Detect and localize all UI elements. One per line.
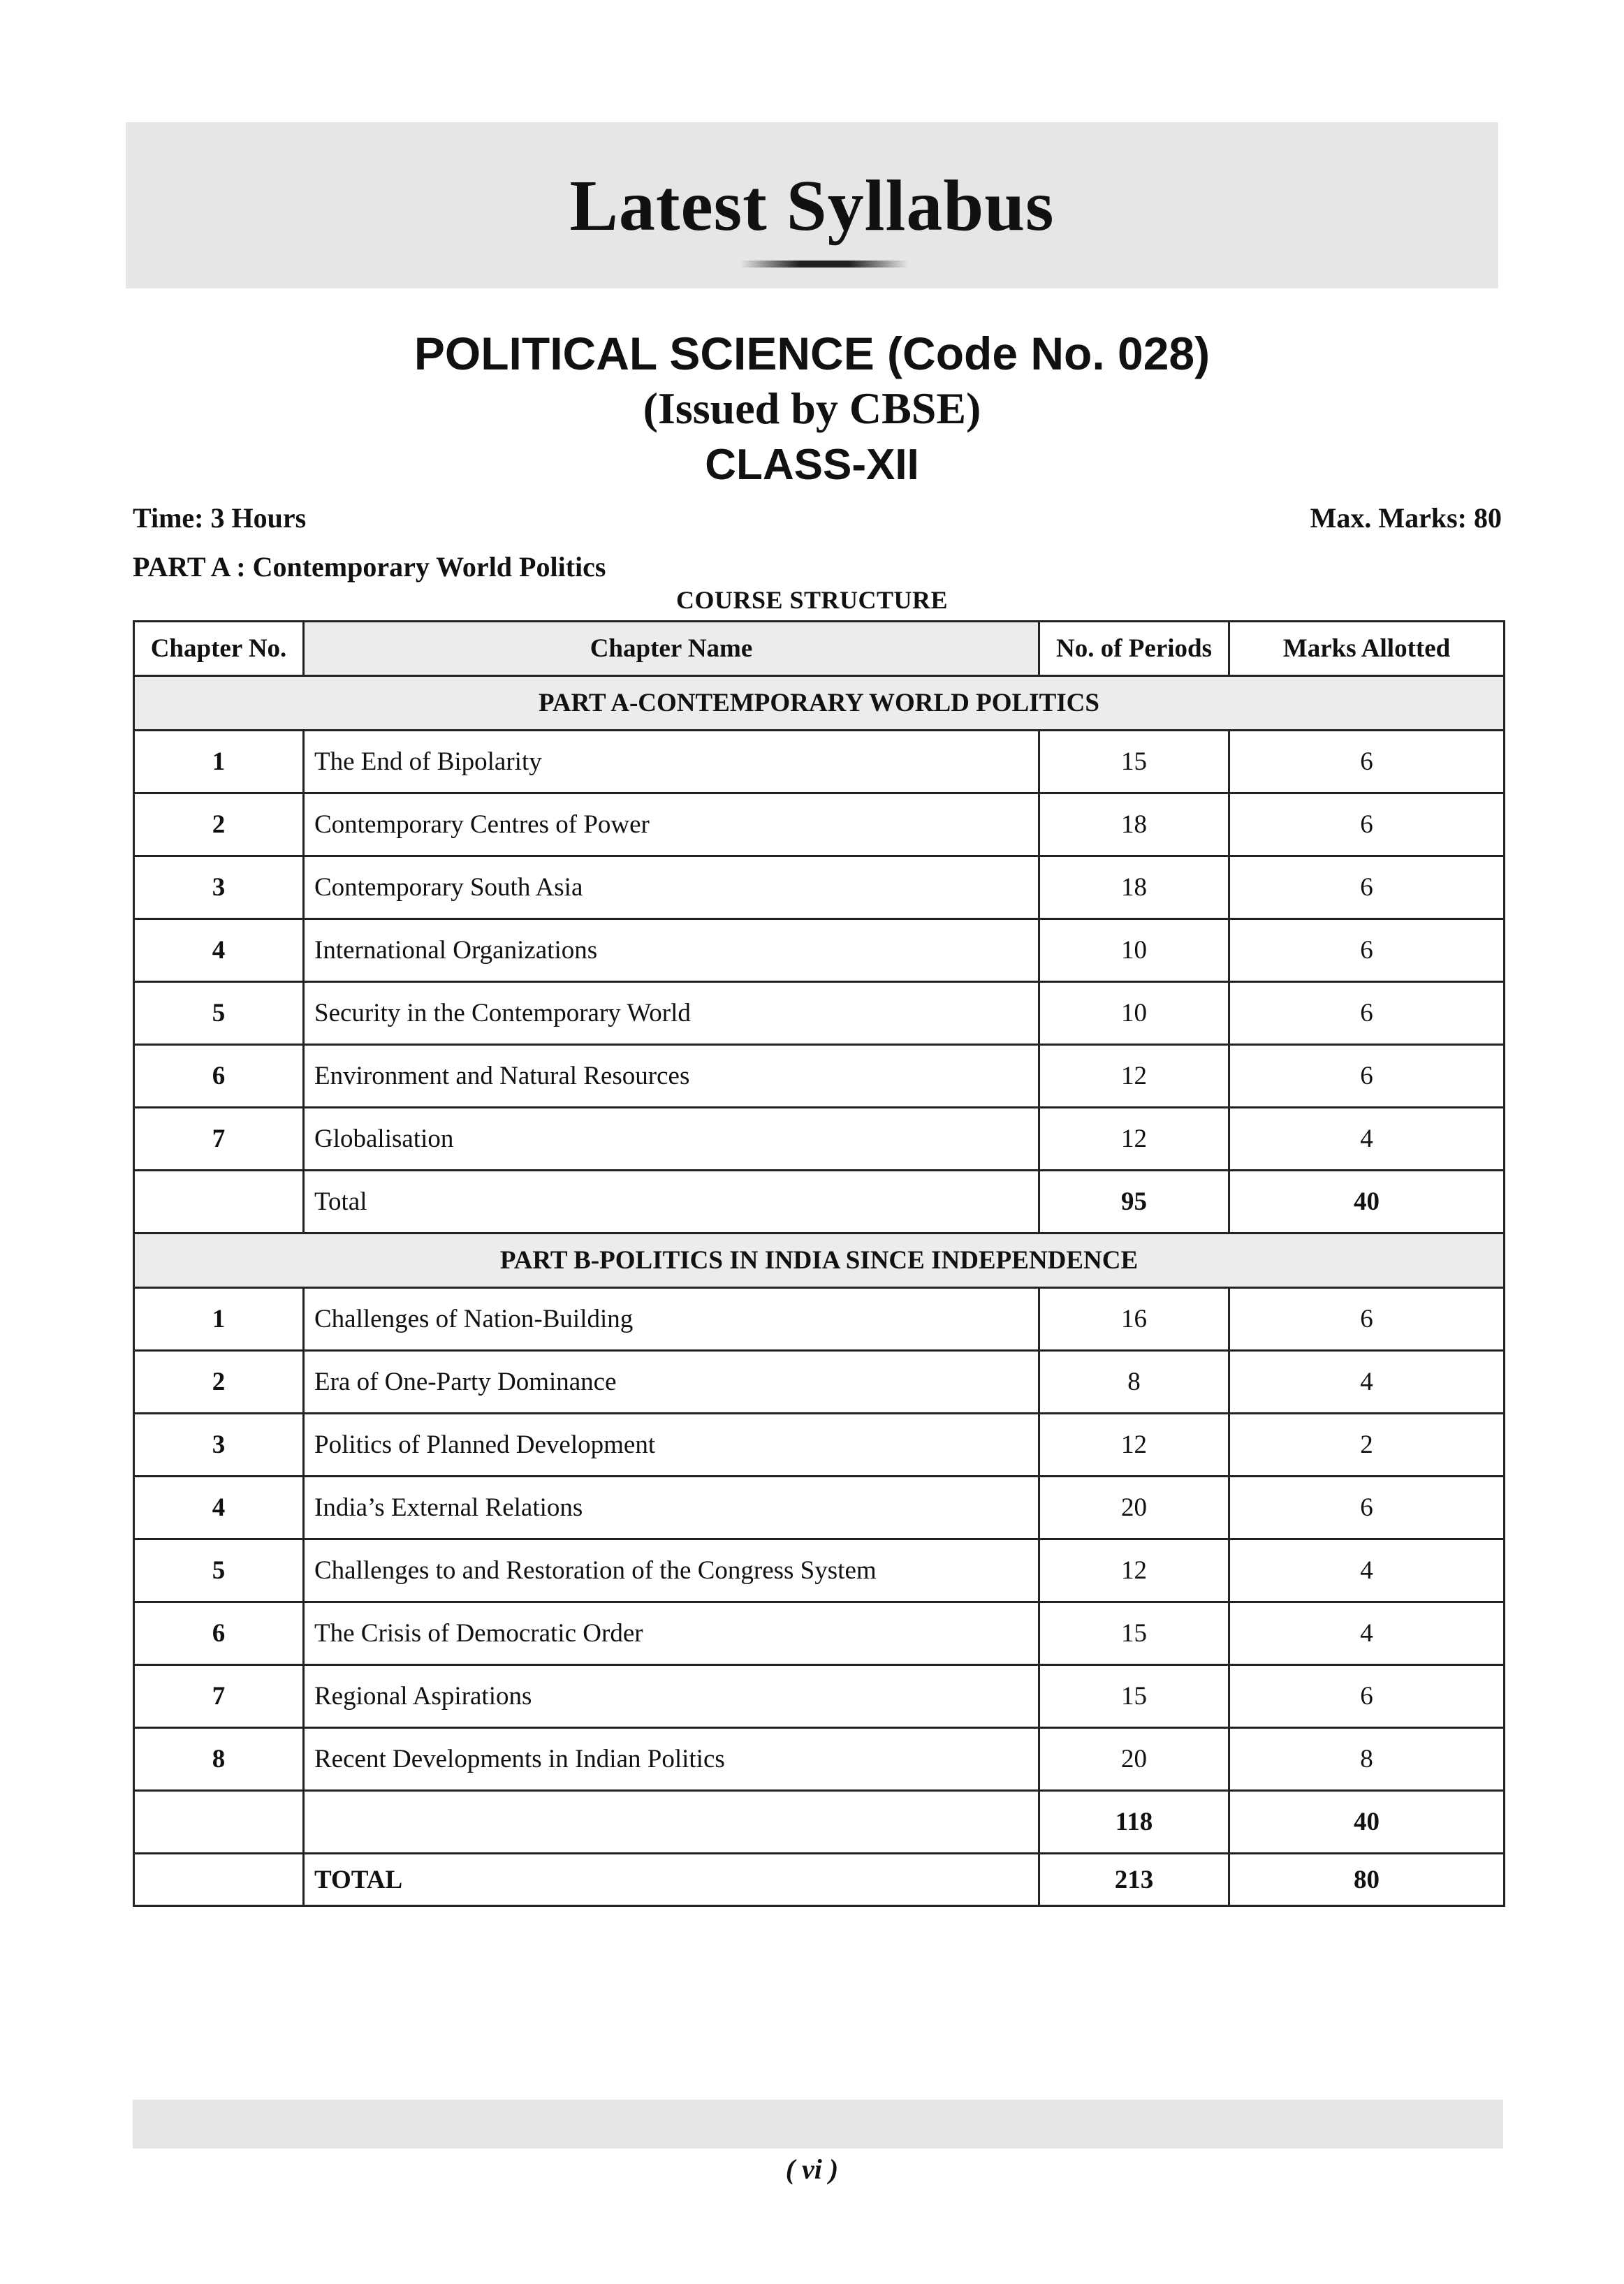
chapter-no: 6 (134, 1602, 304, 1665)
page-title: Latest Syllabus (569, 166, 1055, 246)
table-row (134, 982, 1505, 1045)
section-row-part-a (134, 676, 1505, 731)
table-row (134, 1602, 1505, 1665)
periods: 15 (1039, 1602, 1229, 1665)
subtotal-periods: 118 (1039, 1791, 1229, 1854)
empty-cell (134, 1854, 304, 1906)
chapter-name: The End of Bipolarity (304, 731, 1039, 793)
empty-cell (134, 1171, 304, 1233)
table-row (134, 1665, 1505, 1728)
total-periods: 95 (1039, 1171, 1229, 1233)
subject-heading: POLITICAL SCIENCE (Code No. 028) (414, 328, 1210, 379)
course-structure-label: COURSE STRUCTURE (675, 586, 949, 614)
header-chapter-name: Chapter Name (304, 622, 1039, 676)
chapter-no: 4 (134, 919, 304, 982)
periods: 12 (1039, 1108, 1229, 1171)
marks: 4 (1229, 1539, 1505, 1602)
marks: 6 (1229, 1045, 1505, 1108)
chapter-no: 5 (134, 1539, 304, 1602)
marks: 6 (1229, 982, 1505, 1045)
chapter-name: The Crisis of Democratic Order (304, 1602, 1039, 1665)
table-row (134, 919, 1505, 982)
grand-total-label: TOTAL (304, 1854, 1039, 1906)
max-marks-info: Max. Marks: 80 (1310, 502, 1502, 534)
marks: 4 (1229, 1351, 1505, 1414)
table-row (134, 1108, 1505, 1171)
chapter-no: 8 (134, 1728, 304, 1791)
periods: 10 (1039, 919, 1229, 982)
chapter-name: Regional Aspirations (304, 1665, 1039, 1728)
marks: 6 (1229, 1477, 1505, 1539)
marks: 2 (1229, 1414, 1505, 1477)
marks: 6 (1229, 1288, 1505, 1351)
periods: 12 (1039, 1539, 1229, 1602)
chapter-no: 3 (134, 1414, 304, 1477)
marks: 6 (1229, 731, 1505, 793)
chapter-name: Globalisation (304, 1108, 1039, 1171)
chapter-no: 7 (134, 1665, 304, 1728)
table-header-row (134, 622, 1505, 676)
marks: 6 (1229, 1665, 1505, 1728)
part-a-heading: PART A : Contemporary World Politics (133, 551, 606, 583)
page-number: ( vi ) (785, 2153, 839, 2185)
periods: 20 (1039, 1728, 1229, 1791)
chapter-name: Recent Developments in Indian Politics (304, 1728, 1039, 1791)
part-b-subtotal-row (134, 1791, 1505, 1854)
total-marks: 40 (1229, 1171, 1505, 1233)
periods: 18 (1039, 793, 1229, 856)
subtotal-marks: 40 (1229, 1791, 1505, 1854)
periods: 18 (1039, 856, 1229, 919)
grand-total-row (134, 1854, 1505, 1906)
periods: 20 (1039, 1477, 1229, 1539)
chapter-no: 6 (134, 1045, 304, 1108)
table-row (134, 1045, 1505, 1108)
chapter-name: Environment and Natural Resources (304, 1045, 1039, 1108)
chapter-no: 2 (134, 793, 304, 856)
title-banner (126, 122, 1498, 288)
chapter-no: 3 (134, 856, 304, 919)
marks: 4 (1229, 1108, 1505, 1171)
total-label: Total (304, 1171, 1039, 1233)
title-underline-decoration (740, 261, 908, 268)
chapter-name: Politics of Planned Development (304, 1414, 1039, 1477)
chapter-no: 4 (134, 1477, 304, 1539)
empty-cell (134, 1791, 304, 1854)
periods: 16 (1039, 1288, 1229, 1351)
chapter-name: India’s External Relations (304, 1477, 1039, 1539)
periods: 8 (1039, 1351, 1229, 1414)
chapter-name: Security in the Contemporary World (304, 982, 1039, 1045)
chapter-no: 1 (134, 731, 304, 793)
section-title: PART A-CONTEMPORARY WORLD POLITICS (134, 676, 1505, 731)
chapter-name: Challenges to and Restoration of the Congress System (304, 1539, 1039, 1602)
part-a-total-row (134, 1171, 1505, 1233)
chapter-no: 1 (134, 1288, 304, 1351)
chapter-no: 2 (134, 1351, 304, 1414)
table-row (134, 1414, 1505, 1477)
table-row (134, 1728, 1505, 1791)
footer-band (133, 2100, 1503, 2148)
chapter-name: International Organizations (304, 919, 1039, 982)
table-row (134, 1539, 1505, 1602)
marks: 8 (1229, 1728, 1505, 1791)
header-periods: No. of Periods (1039, 622, 1229, 676)
class-label: CLASS-XII (705, 441, 919, 489)
time-info: Time: 3 Hours (133, 502, 307, 534)
periods: 10 (1039, 982, 1229, 1045)
periods: 15 (1039, 731, 1229, 793)
chapter-name: Era of One-Party Dominance (304, 1351, 1039, 1414)
table-row (134, 856, 1505, 919)
empty-cell (304, 1791, 1039, 1854)
chapter-name: Contemporary Centres of Power (304, 793, 1039, 856)
header-chapter-no: Chapter No. (134, 622, 304, 676)
marks: 4 (1229, 1602, 1505, 1665)
chapter-no: 7 (134, 1108, 304, 1171)
issued-by-line: (Issued by CBSE) (643, 383, 981, 433)
chapter-name: Challenges of Nation-Building (304, 1288, 1039, 1351)
section-title: PART B-POLITICS IN INDIA SINCE INDEPENDENCE (134, 1233, 1505, 1288)
marks: 6 (1229, 793, 1505, 856)
header-marks: Marks Allotted (1229, 622, 1505, 676)
section-row-part-b (134, 1233, 1505, 1288)
grand-total-periods: 213 (1039, 1854, 1229, 1906)
marks: 6 (1229, 919, 1505, 982)
periods: 12 (1039, 1414, 1229, 1477)
chapter-no: 5 (134, 982, 304, 1045)
table-row (134, 731, 1505, 793)
marks: 6 (1229, 856, 1505, 919)
table-row (134, 793, 1505, 856)
table-row (134, 1288, 1505, 1351)
periods: 15 (1039, 1665, 1229, 1728)
table-row (134, 1351, 1505, 1414)
syllabus-table (133, 620, 1505, 1907)
chapter-name: Contemporary South Asia (304, 856, 1039, 919)
grand-total-marks: 80 (1229, 1854, 1505, 1906)
periods: 12 (1039, 1045, 1229, 1108)
table-row (134, 1477, 1505, 1539)
